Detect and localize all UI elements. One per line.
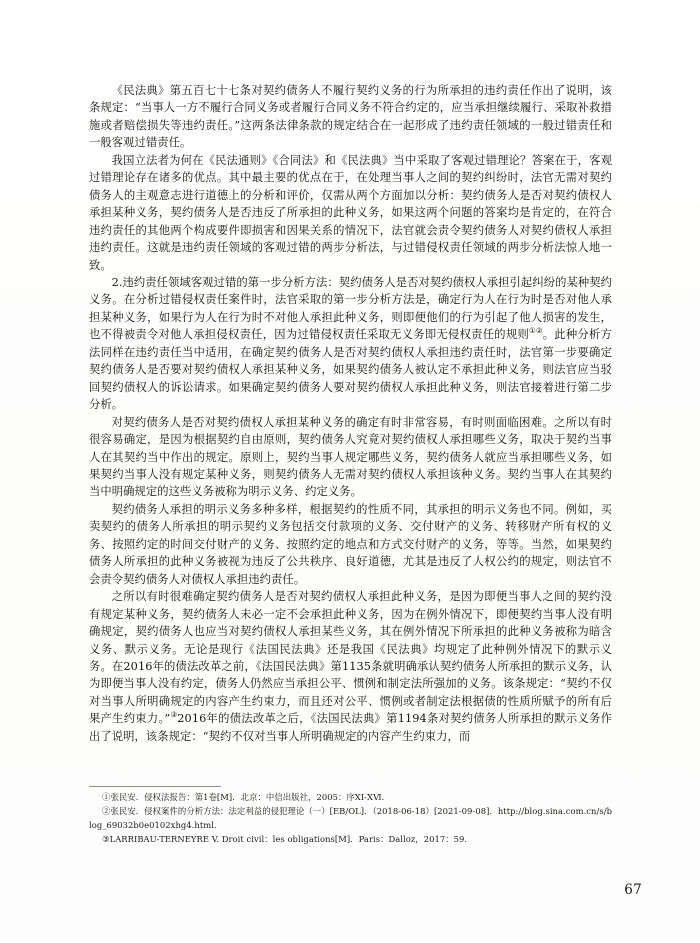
paragraph-4: 对契约债务人是否对契约债权人承担某种义务的确定有时非常容易，有时则面临困难。之所以有时很容易确定，是因为根据契约自由原则，契约债务人究竟对契约债权人承担哪些义务，取决于契约当事人在其契约当中作出的规定。原则上，契约当事人规定哪些义务，契约债务人就应当承担哪些义务，如果契约当事人没有规定某种义务，则契约债务人无需对契约债权人承担该种义务。契约当事人在其契约当中明确规定的这些义务被称为明示义务、约定义务。 bbox=[89, 415, 612, 499]
paragraph-3-text-after-superscript: 。此种分析方法同样在违约责任当中适用，在确定契约债务人是否对契约债权人承担违约责任时，法官第一步要确定契约债务人是否要对契约债权人承担某种义务，如果契约债务人被认定不承担此种义务，则法官应当驳回契约债权人的诉讼请求。如果确定契约债务人要对契约债权人承担此种义务，则法官接着进行第二步分析。 bbox=[89, 328, 612, 412]
footnote-marker-3: ③ bbox=[102, 834, 110, 845]
footnote-item-2 bbox=[89, 805, 612, 832]
footnote-item-3 bbox=[89, 833, 612, 846]
paragraph-2: 我国立法者为何在《民法通则》《合同法》和《民法典》当中采取了客观过错理论？答案在于，客观过错理论存在诸多的优点。其中最主要的优点在于，在处理当事人之间的契约纠纷时，法官无需对契约债务人的主观意志进行道德上的分析和评价，仅需从两个方面加以分析：契约债务人是否对契约债权人承担某种义务，契约债务人是否违反了所承担的此种义务，如果这两个问题的答案均是肯定的，在符合违约责任的其他两个构成要件即损害和因果关系的情况下，法官就会责令契约债务人对契约债权人承担违约责任。这就是违约责任领域的客观过错的两步分析法，与过错侵权责任领域的两步分析法惊人地一致。 bbox=[89, 153, 612, 272]
footnote-text-1: 张民安．侵权法报告：第1卷[M]．北京：中信出版社，2005：序ⅩⅠ-ⅩⅥ. bbox=[110, 792, 385, 802]
paragraph-3-text-before-superscript: 2.违约责任领域客观过错的第一步分析方法：契约债务人是否对契约债权人承担引起纠纷的某种契约义务。在分析过错侵权责任案件时，法官采取的第一步分析方法是，确定行为人在行为时是否对他人承担某种义务，如果行为人在行为时不对他人承担此种义务，则即便他们的行为引起了他人损害的发生，也不得被责令对他人承担侵权责任，因为过错侵权责任采取无义务即无侵权责任的规则 bbox=[89, 275, 612, 342]
body-text-column bbox=[89, 82, 612, 745]
footnote-reference-1-2: ①② bbox=[529, 326, 543, 336]
page-number: 67 bbox=[624, 882, 642, 898]
paragraph-6-text-after-superscript: 2016年的债法改革之后，《法国民法典》第1194条对契约债务人所承担的默示义务作出了说明，该条规定：“契约不仅对当事人所明确规定的内容产生约束力，而 bbox=[89, 712, 612, 743]
footnote-section bbox=[89, 786, 612, 848]
paragraph-5: 契约债务人承担的明示义务多种多样，根据契约的性质不同，其承担的明示义务也不同。例如，买卖契约的债务人所承担的明示契约义务包括交付款项的义务、交付财产的义务、转移财产所有权的义务、按照约定的时间交付财产的义务、按照约定的地点和方式交付财产的义务，等等。当然，如果契约债务人所承担的此种义务被视为违反了公共秩序、良好道德，尤其是违反了人权公约的规定，则法官不会责令契约债务人对债权人承担违约责任。 bbox=[89, 502, 612, 586]
footnote-separator-rule bbox=[89, 786, 221, 787]
paragraph-1: 《民法典》第五百七十七条对契约债务人不履行契约义务的行为所承担的违约责任作出了说明，该条规定：“当事人一方不履行合同义务或者履行合同义务不符合约定的，应当承担继续履行、采取补救措施或者赔偿损失等违约责任。”这两条法律条款的规定结合在一起形成了违约责任领域的一般过错责任和一般客观过错责任。 bbox=[89, 84, 612, 150]
footnote-reference-3: ③ bbox=[170, 710, 178, 720]
footnote-text-3: LARRIBAU-TERNEYRE V. Droit civil：les obligations[M]．Paris：Dalloz，2017：59. bbox=[109, 834, 468, 845]
footnote-marker-1: ① bbox=[102, 792, 111, 802]
paragraph-6-text-before-superscript: 之所以有时很难确定契约债务人是否对契约债权人承担此种义务，是因为即便当事人之间的契约没有规定某种义务，契约债务人未必一定不会承担此种义务，因为在例外情况下，即便契约当事人没有明确规定，契约债务人也应当对契约债权人承担某些义务，其在例外情况下所承担的此种义务被称为暗含义务、默示义务。无论是现行《法国民法典》还是我国《民法典》均规定了此种例外情况下的默示义务。在2016年的债法改革之前，《法国民法典》第1135条就明确承认契约债务人所承担的默示义务，认为即便当事人没有约定，债务人仍然应当承担公平、惯例和制定法所强加的义务。该条规定：“契约不仅对当事人所明确规定的内容产生约束力，而且还对公平、惯例或者制定法根据债的性质所赋予的所有后果产生约束力。” bbox=[89, 590, 612, 726]
paragraph-3 bbox=[89, 274, 612, 414]
paragraph-6 bbox=[89, 588, 612, 745]
footnote-item-1 bbox=[89, 791, 612, 804]
footnote-marker-2: ② bbox=[102, 806, 111, 817]
footnote-text-2: 张民安．侵权案件的分析方法：法定利益的侵犯理论（一）[EB/OL]．（2018-06-18）[2021-09-08]．http://blog.sina.com.cn/s/blog_69032b0e0102xhg4.html. bbox=[89, 806, 612, 830]
